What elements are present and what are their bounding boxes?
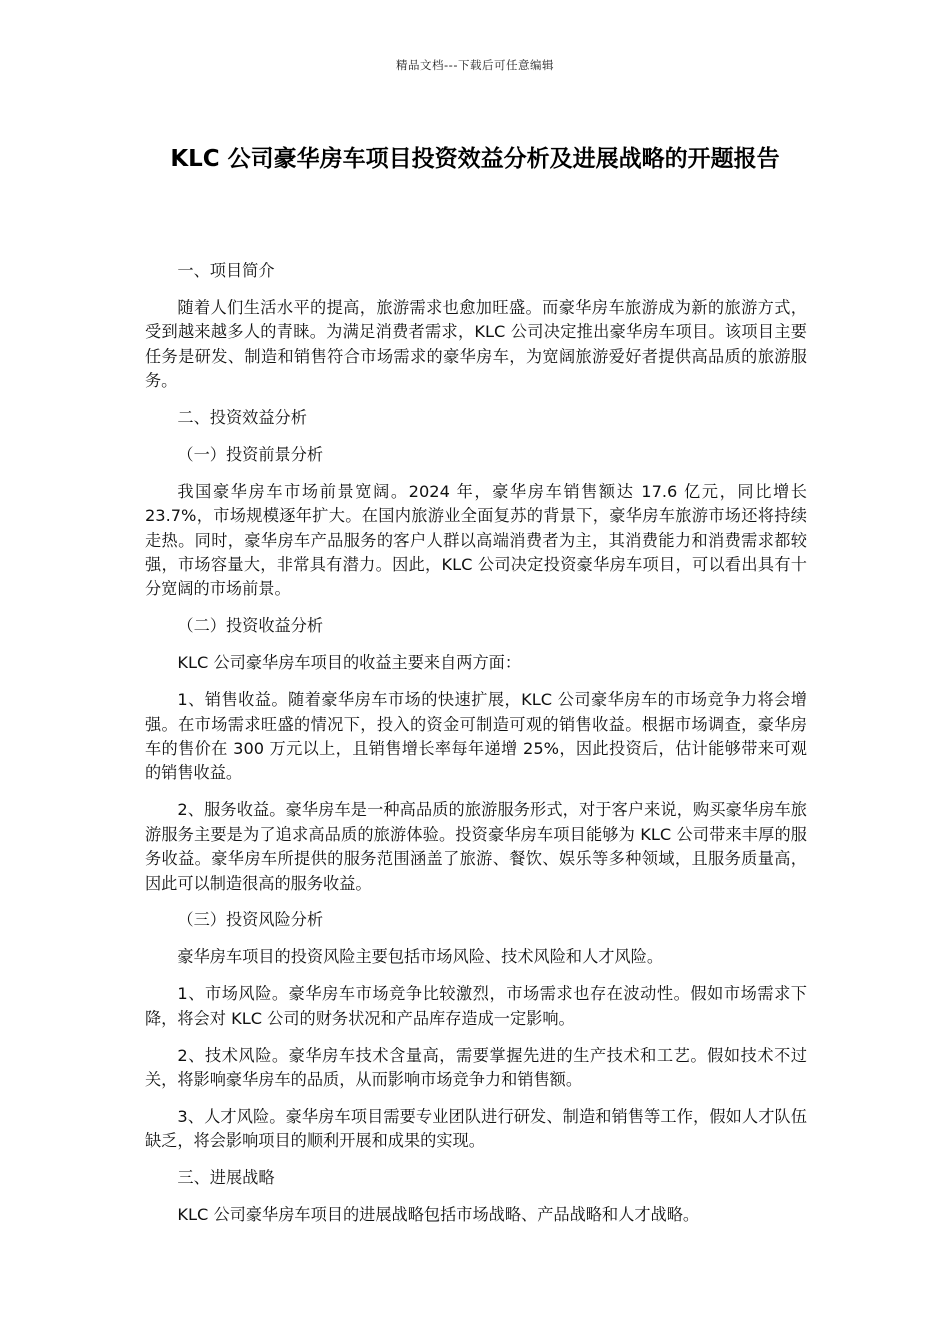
body-paragraph: KLC 公司豪华房车项目的进展战略包括市场战略、产品战略和人才战略。 bbox=[177, 1205, 700, 1225]
subsection-heading-prospect: （一）投资前景分析 bbox=[177, 444, 324, 464]
body-paragraph: 1、销售收益。随着豪华房车市场的快速扩展，KLC 公司豪华房车的市场竞争力将会增强。在市场需求旺盛的情况下，投入的资金可制造可观的销售收益。根据市场调查，豪华房车的售价在 300 万元以上，且销售增长率每年递增 25%，因此投资后，估计能够带来可观的销售收益。 bbox=[145, 690, 807, 783]
body-paragraph: 2、技术风险。豪华房车技术含量高，需要掌握先进的生产技术和工艺。假如技术不过关，将影响豪华房车的品质，从而影响市场竞争力和销售额。 bbox=[145, 1045, 807, 1089]
body-paragraph: 豪华房车项目的投资风险主要包括市场风险、技术风险和人才风险。 bbox=[177, 947, 664, 967]
body-paragraph: 我国豪华房车市场前景宽阔。2024 年，豪华房车销售额达 17.6 亿元，同比增长 23.7%，市场规模逐年扩大。在国内旅游业全面复苏的背景下，豪华房车旅游市场还将持续走热。同时，豪华房车产品服务的客户人群以高端消费者为主，其消费能力和消费需求都较强，市场容量大，非常具有潜力。因此，KLC 公司决定投资豪华房车项目，可以看出具有十分宽阔的市场前景。 bbox=[145, 481, 807, 599]
document-body bbox=[145, 259, 807, 1240]
section-heading-investment: 二、投资效益分析 bbox=[177, 408, 307, 428]
section-heading-strategy: 三、进展战略 bbox=[177, 1168, 275, 1188]
document-title: KLC 公司豪华房车项目投资效益分析及进展战略的开题报告 bbox=[170, 146, 780, 172]
subsection-heading-risk: （三）投资风险分析 bbox=[177, 910, 324, 930]
section-heading-intro: 一、项目简介 bbox=[177, 261, 275, 280]
body-paragraph: 随着人们生活水平的提高，旅游需求也愈加旺盛。而豪华房车旅游成为新的旅游方式，受到越来越多人的青睐。为满足消费者需求，KLC 公司决定推出豪华房车项目。该项目主要任务是研发、制造和销售符合市场需求的豪华房车，为宽阔旅游爱好者提供高品质的旅游服务。 bbox=[145, 297, 807, 391]
body-paragraph: 1、市场风险。豪华房车市场竞争比较激烈，市场需求也存在波动性。假如市场需求下降，将会对 KLC 公司的财务状况和产品库存造成一定影响。 bbox=[145, 984, 807, 1028]
header-note: 精品文档---下载后可任意编辑 bbox=[396, 58, 554, 72]
body-paragraph: KLC 公司豪华房车项目的收益主要来自两方面： bbox=[177, 653, 522, 673]
subsection-heading-returns: （二）投资收益分析 bbox=[177, 616, 324, 636]
body-paragraph: 3、人才风险。豪华房车项目需要专业团队进行研发、制造和销售等工作，假如人才队伍缺乏，将会影响项目的顺利开展和成果的实现。 bbox=[145, 1106, 807, 1151]
body-paragraph: 2、服务收益。豪华房车是一种高品质的旅游服务形式，对于客户来说，购买豪华房车旅游服务主要是为了追求高品质的旅游体验。投资豪华房车项目能够为 KLC 公司带来丰厚的服务收益。豪华房车所提供的服务范围涵盖了旅游、餐饮、娱乐等多种领域，且服务质量高，因此可以制造很高的服务收益。 bbox=[145, 800, 807, 893]
